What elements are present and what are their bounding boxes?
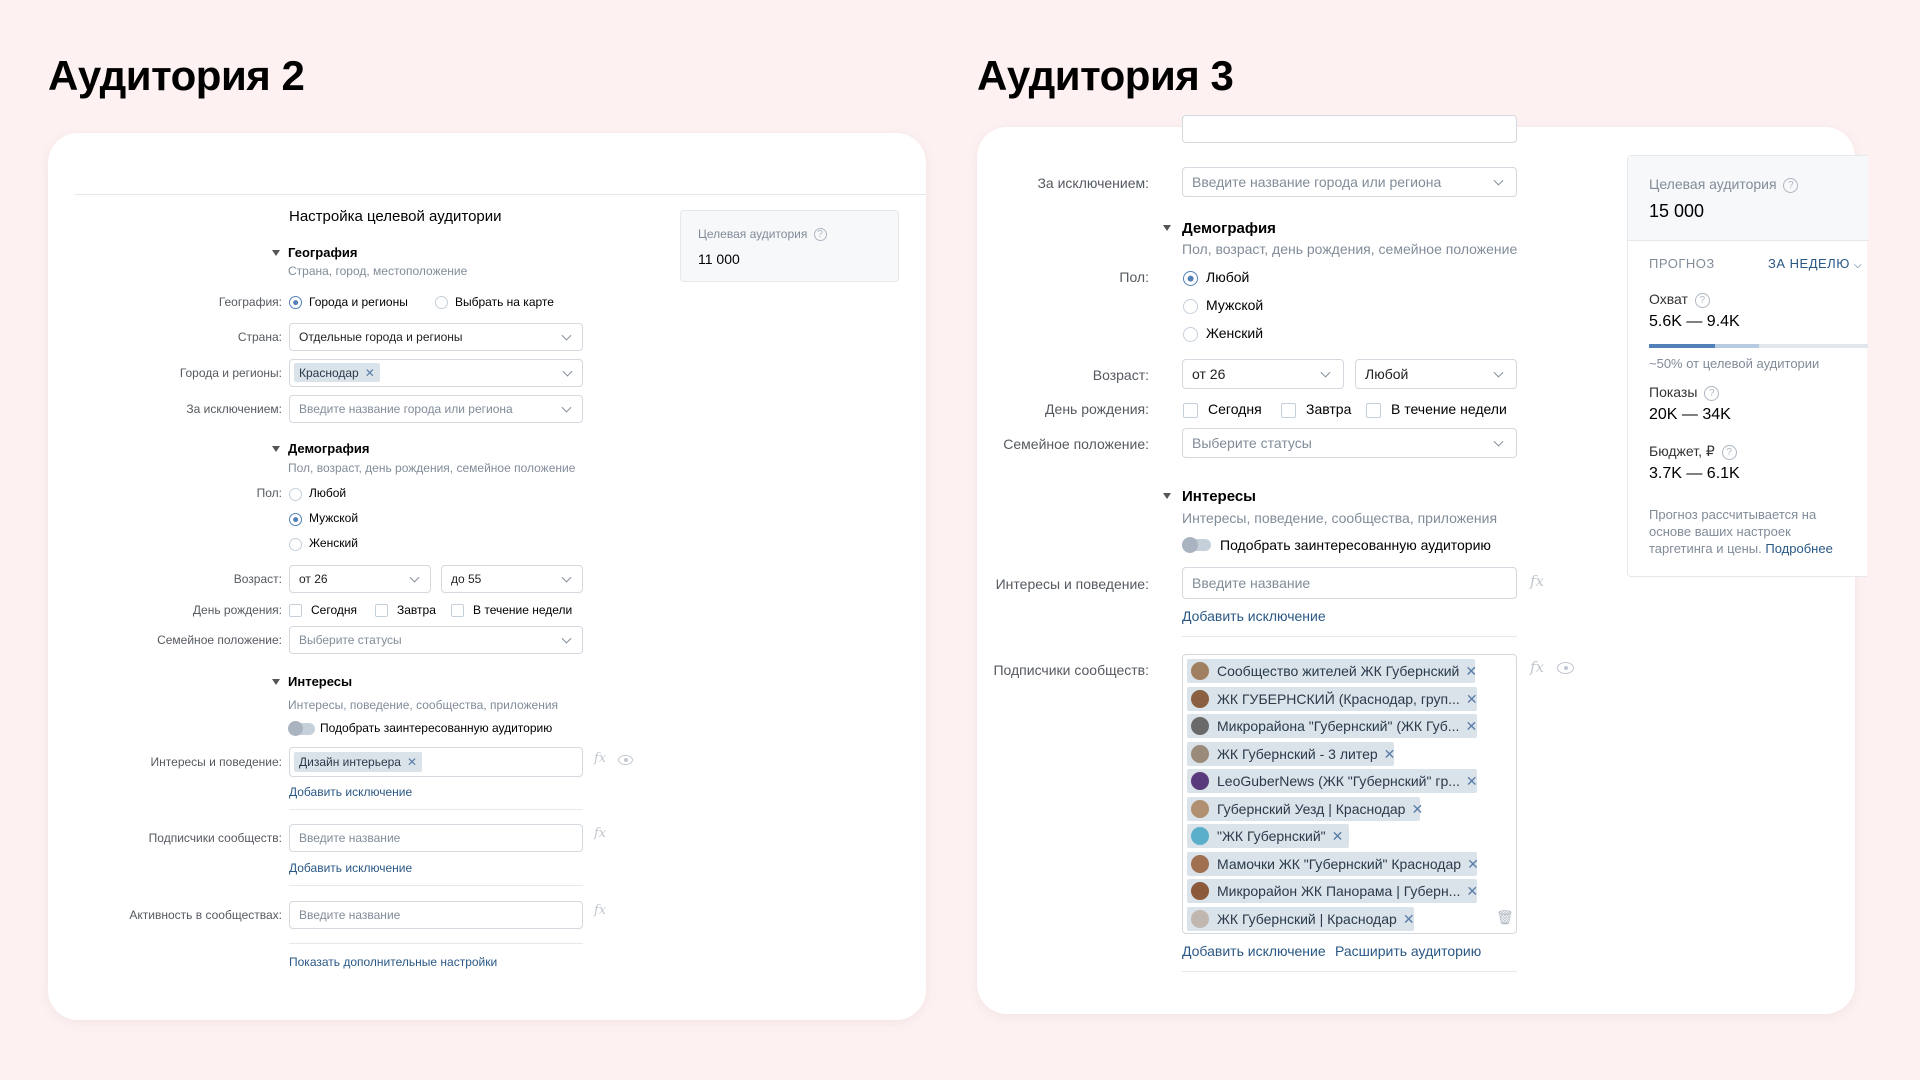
label-country: Страна:	[237, 330, 282, 344]
radio-cities[interactable]	[289, 296, 302, 309]
remove-tag-icon[interactable]: ✕	[1402, 910, 1415, 927]
age-to-select[interactable]	[441, 565, 583, 593]
age-to-value: Любой	[1365, 366, 1409, 382]
checkbox-week[interactable]	[451, 604, 464, 617]
remove-tag-icon[interactable]: ✕	[1465, 772, 1478, 789]
add-exclusion-link-2[interactable]: Добавить исключение	[289, 861, 413, 875]
radio-male-label: Мужской	[309, 511, 359, 525]
community-tag	[1187, 659, 1478, 683]
shows-value: 20K — 34K	[1649, 406, 1731, 423]
checkbox-week-label: В течение недели	[1391, 401, 1507, 417]
remove-tag-icon[interactable]: ✕	[1331, 827, 1344, 844]
checkbox-tomorrow-label: Завтра	[397, 603, 436, 617]
except-select[interactable]	[1182, 167, 1517, 197]
checkbox-today-label: Сегодня	[311, 603, 357, 617]
chevron-down-icon	[562, 573, 572, 583]
demo-title: Демография	[1182, 220, 1276, 237]
behavior-tag-label: Дизайн интерьера	[299, 755, 401, 769]
label-except: За исключением:	[186, 402, 282, 416]
community-avatar	[1191, 745, 1209, 763]
forecast-target-value: 15 000	[1649, 201, 1705, 221]
more-settings-link[interactable]: Показать дополнительные настройки	[289, 955, 498, 969]
label-sex: Пол:	[1119, 269, 1149, 285]
geo-title: География	[288, 245, 358, 260]
country-value: Отдельные города и регионы	[299, 330, 463, 344]
community-avatar	[1191, 882, 1209, 900]
target-audience-value: 11 000	[698, 251, 740, 267]
radio-male-label: Мужской	[1206, 297, 1264, 313]
activity-placeholder: Введите название	[299, 908, 401, 922]
age-from-select[interactable]	[1182, 359, 1344, 389]
shows-label: Показы	[1649, 384, 1698, 400]
community-tag	[1187, 714, 1477, 738]
toggle-label: Подобрать заинтересованную аудиторию	[1220, 537, 1491, 553]
toggle-label: Подобрать заинтересованную аудиторию	[320, 721, 553, 735]
checkbox-today[interactable]	[289, 604, 302, 617]
community-avatar	[1191, 772, 1209, 790]
behavior-tag	[294, 752, 422, 772]
community-tag	[1187, 797, 1424, 821]
chevron-down-icon	[562, 634, 572, 644]
community-avatar	[1191, 717, 1209, 735]
community-tag-label: Сообщество жителей ЖК Губернский	[1217, 663, 1460, 679]
radio-any-label: Любой	[309, 486, 347, 500]
radio-any-label: Любой	[1206, 269, 1250, 285]
checkbox-today-label: Сегодня	[1208, 401, 1262, 417]
community-tag-label: ЖК Губернский | Краснодар	[1217, 911, 1397, 927]
label-age: Возраст:	[233, 572, 282, 586]
remove-tag-icon[interactable]: ✕	[1467, 855, 1479, 872]
top-partial-field[interactable]	[1182, 115, 1517, 143]
help-icon[interactable]: ?	[1695, 293, 1710, 308]
remove-tag-icon[interactable]: ✕	[1465, 662, 1478, 679]
label-cities: Города и регионы:	[179, 366, 282, 380]
behavior-placeholder: Введите название	[1192, 575, 1311, 591]
except-placeholder: Введите название города или региона	[1192, 174, 1442, 190]
add-exclusion-link-2[interactable]: Добавить исключение	[1182, 943, 1326, 959]
community-avatar	[1191, 662, 1209, 680]
label-bday: День рождения:	[192, 603, 282, 617]
audience-2-card	[48, 133, 926, 1020]
community-tag	[1187, 852, 1477, 876]
collapse-triangle-icon[interactable]	[272, 250, 280, 256]
label-activity: Активность в сообществах:	[129, 908, 282, 922]
radio-any[interactable]	[1183, 271, 1198, 286]
except-placeholder: Введите название города или региона	[299, 402, 513, 416]
community-tag	[1187, 824, 1349, 848]
radio-female[interactable]	[289, 538, 302, 551]
collapse-triangle-icon[interactable]	[1163, 225, 1171, 231]
chevron-down-icon	[1494, 176, 1504, 186]
community-avatar	[1191, 827, 1209, 845]
budget-value: 3.7K — 6.1K	[1649, 465, 1740, 482]
toggle-knob	[1182, 537, 1198, 553]
chevron-down-icon	[410, 573, 420, 583]
fx-icon[interactable]: fx	[594, 826, 607, 841]
demo-subtitle: Пол, возраст, день рождения, семейное положение	[288, 461, 576, 475]
demo-subtitle: Пол, возраст, день рождения, семейное положение	[1182, 241, 1518, 257]
help-icon[interactable]: ?	[814, 228, 827, 241]
label-except: За исключением:	[1037, 175, 1149, 191]
radio-male[interactable]	[289, 513, 302, 526]
community-avatar	[1191, 910, 1209, 928]
fx-icon[interactable]: fx	[594, 903, 607, 918]
forecast-label: ПРОГНОЗ	[1649, 256, 1715, 271]
age-from-value: от 26	[299, 572, 328, 586]
radio-cities-label: Города и регионы	[309, 295, 408, 309]
eye-icon[interactable]	[618, 755, 633, 765]
heading-audience-2: Аудитория 2	[48, 52, 305, 99]
community-tag-label: LeoGuberNews (ЖК "Губернский" гр...	[1217, 773, 1460, 789]
period-label: ЗА НЕДЕЛЮ	[1768, 256, 1850, 271]
section-title: Настройка целевой аудитории	[289, 208, 502, 225]
divider	[289, 809, 583, 810]
audience-3-card	[977, 127, 1863, 1014]
checkbox-tomorrow[interactable]	[1281, 403, 1296, 418]
interests-subtitle: Интересы, поведение, сообщества, приложения	[288, 698, 559, 712]
top-divider	[75, 194, 926, 195]
period-dropdown[interactable]	[1768, 256, 1862, 271]
radio-female-label: Женский	[309, 536, 358, 550]
remove-tag-icon[interactable]: ✕	[406, 755, 418, 769]
divider	[1182, 971, 1517, 972]
checkbox-today[interactable]	[1183, 403, 1198, 418]
budget-label: Бюджет, ₽	[1649, 443, 1715, 459]
reach-progress-fill	[1649, 344, 1759, 348]
forecast-panel	[1627, 155, 1867, 577]
forecast-note-line3: таргетинга и цены.	[1649, 541, 1762, 556]
chevron-down-icon	[562, 331, 572, 341]
chevron-down-icon: ⌵	[1853, 260, 1863, 271]
forecast-note-line2: основе ваших настроек	[1649, 524, 1791, 539]
checkbox-week[interactable]	[1366, 403, 1381, 418]
interests-subtitle: Интересы, поведение, сообщества, приложения	[1182, 510, 1498, 526]
age-from-select[interactable]	[289, 565, 431, 593]
community-tag-label: Губернский Уезд | Краснодар	[1217, 801, 1406, 817]
except-select[interactable]	[289, 395, 583, 423]
community-tag-label: ЖК Губернский - 3 литер	[1217, 746, 1378, 762]
add-exclusion-link[interactable]: Добавить исключение	[289, 785, 413, 799]
radio-map-label: Выбрать на карте	[455, 295, 554, 309]
community-tag-label: ЖК ГУБЕРНСКИЙ (Краснодар, груп...	[1217, 691, 1460, 707]
remove-tag-icon[interactable]: ✕	[1465, 717, 1478, 734]
country-select[interactable]	[289, 323, 583, 351]
remove-tag-icon[interactable]: ✕	[1383, 745, 1396, 762]
target-audience-label: Целевая аудитория	[698, 227, 808, 241]
help-icon[interactable]: ?	[1704, 386, 1719, 401]
add-exclusion-link[interactable]: Добавить исключение	[1182, 608, 1326, 624]
community-tag	[1187, 907, 1414, 931]
reach-value: 5.6K — 9.4K	[1649, 313, 1740, 330]
forecast-target-box	[1628, 156, 1868, 241]
divider	[289, 943, 583, 944]
radio-male[interactable]	[1183, 299, 1198, 314]
age-to-select[interactable]	[1355, 359, 1517, 389]
reach-label: Охват	[1649, 291, 1688, 307]
family-placeholder: Выберите статусы	[299, 633, 402, 647]
family-select[interactable]	[1182, 428, 1517, 458]
activity-input[interactable]	[289, 901, 583, 929]
collapse-triangle-icon[interactable]	[272, 679, 280, 685]
label-age: Возраст:	[1092, 367, 1149, 383]
interests-title: Интересы	[288, 674, 353, 689]
divider	[289, 885, 583, 886]
collapse-triangle-icon[interactable]	[1163, 493, 1171, 499]
family-select[interactable]	[289, 626, 583, 654]
collapse-triangle-icon[interactable]	[272, 446, 280, 452]
fx-icon[interactable]: fx	[1530, 658, 1545, 676]
trash-icon[interactable]: 🗑	[1496, 909, 1514, 925]
community-tag-label: Микрорайон ЖК Панорама | Губерн...	[1217, 883, 1461, 899]
remove-tag-icon[interactable]: ✕	[1465, 690, 1478, 707]
city-tag-label: Краснодар	[299, 365, 359, 380]
forecast-note-line1: Прогноз рассчитывается на	[1649, 507, 1817, 522]
more-details-link[interactable]: Подробнее	[1765, 541, 1833, 556]
geo-subtitle: Страна, город, местоположение	[288, 264, 468, 278]
checkbox-week-label: В течение недели	[473, 603, 573, 617]
community-tag-label: Микрорайона "Губернский" (ЖК Губ...	[1217, 718, 1460, 734]
remove-tag-icon[interactable]: ✕	[364, 365, 375, 380]
heading-audience-3: Аудитория 3	[977, 52, 1234, 99]
checkbox-tomorrow[interactable]	[375, 604, 388, 617]
chevron-down-icon	[1321, 368, 1331, 378]
label-geo: География:	[218, 295, 282, 309]
community-avatar	[1191, 855, 1209, 873]
label-behavior: Интересы и поведение:	[150, 755, 282, 769]
community-avatar	[1191, 800, 1209, 818]
help-icon[interactable]: ?	[1783, 178, 1798, 193]
radio-map[interactable]	[435, 296, 448, 309]
family-placeholder: Выберите статусы	[1192, 435, 1312, 451]
remove-tag-icon[interactable]: ✕	[1466, 882, 1479, 899]
interests-title: Интересы	[1182, 488, 1256, 505]
fx-icon[interactable]: fx	[594, 751, 607, 766]
chevron-down-icon	[562, 403, 572, 413]
label-family: Семейное положение:	[157, 633, 282, 647]
reach-note: ~50% от целевой аудитории	[1649, 356, 1820, 371]
expand-audience-link[interactable]: Расширить аудиторию	[1335, 943, 1482, 959]
forecast-target-label: Целевая аудитория	[1649, 176, 1777, 192]
label-bday: День рождения:	[1045, 401, 1149, 417]
chevron-down-icon	[1494, 437, 1504, 447]
community-tag-label: Мамочки ЖК "Губернский" Краснодар	[1217, 856, 1462, 872]
help-icon[interactable]: ?	[1722, 445, 1737, 460]
label-sex: Пол:	[256, 486, 282, 500]
eye-icon[interactable]	[1557, 662, 1574, 674]
community-tag	[1187, 879, 1477, 903]
radio-any[interactable]	[289, 488, 302, 501]
city-tag	[294, 363, 380, 382]
chevron-down-icon	[1494, 368, 1504, 378]
divider	[1182, 636, 1517, 637]
community-tag-label: "ЖК Губернский"	[1217, 828, 1326, 844]
subs-input[interactable]	[289, 824, 583, 852]
radio-female[interactable]	[1183, 327, 1198, 342]
demo-title: Демография	[288, 441, 370, 456]
community-tag	[1187, 687, 1477, 711]
reach-progress-track	[1649, 344, 1868, 348]
community-avatar	[1191, 690, 1209, 708]
label-family: Семейное положение:	[1003, 436, 1149, 452]
label-behavior: Интересы и поведение:	[995, 576, 1149, 592]
radio-female-label: Женский	[1206, 325, 1264, 341]
age-to-value: до 55	[451, 572, 482, 586]
label-subs: Подписчики сообществ:	[993, 662, 1149, 678]
community-tag	[1187, 742, 1394, 766]
age-from-value: от 26	[1192, 366, 1226, 382]
subs-placeholder: Введите название	[299, 831, 401, 845]
community-tag	[1187, 769, 1477, 793]
remove-tag-icon[interactable]: ✕	[1411, 800, 1424, 817]
behavior-input[interactable]	[1182, 567, 1517, 599]
fx-icon[interactable]: fx	[1530, 572, 1545, 590]
label-subs: Подписчики сообществ:	[148, 831, 282, 845]
target-audience-box	[680, 210, 899, 282]
toggle-knob	[288, 721, 303, 736]
checkbox-tomorrow-label: Завтра	[1306, 401, 1352, 417]
